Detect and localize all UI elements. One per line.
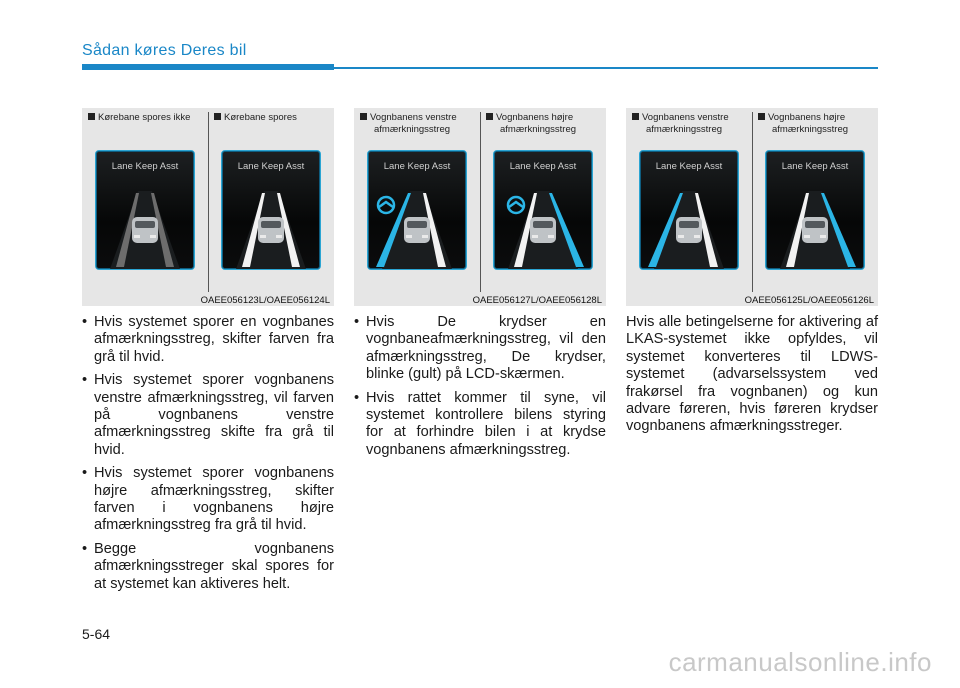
figure-panel-3 (626, 108, 878, 306)
text-column-2 (354, 314, 606, 465)
watermark: carmanualsonline.info (668, 647, 932, 677)
car-icon (132, 217, 158, 243)
lcd-screen-right-tracked (493, 150, 593, 270)
legend-right (214, 112, 336, 124)
figure-caption: OAEE056127L/OAEE056128L (472, 295, 602, 306)
panel-divider (752, 112, 753, 292)
screen-title: Lane Keep Asst (509, 161, 577, 172)
bullet-list (82, 314, 334, 593)
legend-text: Vognbanens venstre (370, 112, 457, 123)
legend-right (486, 112, 608, 136)
header-rule-thin (334, 67, 878, 69)
steering-wheel-icon (508, 197, 524, 213)
list-item: • Hvis De krydser en vognbaneafmærkningsstreg, vil den afmærkningsstreg, De krydser, blinke (gult) på LCD-skærmen. (354, 314, 606, 384)
screen-title: Lane Keep Asst (237, 161, 305, 172)
text-column-3 (626, 314, 878, 436)
square-bullet-icon (632, 113, 639, 120)
square-bullet-icon (758, 113, 765, 120)
legend-text: Vognbanens venstre (642, 112, 729, 123)
car-icon (258, 217, 284, 243)
screen-title: Lane Keep Asst (655, 161, 723, 172)
lcd-screen-tracked (221, 150, 321, 270)
car-icon (802, 217, 828, 243)
panel-divider (208, 112, 209, 292)
legend-text-cont: afmærkningsstreg (500, 124, 577, 135)
figure-caption: OAEE056125L/OAEE056126L (744, 295, 874, 306)
car-icon (676, 217, 702, 243)
lcd-screen-not-tracked (95, 150, 195, 270)
page-number: 5-64 (82, 626, 111, 642)
lcd-screen-left-tracked (367, 150, 467, 270)
legend-text: Vognbanens højre (768, 112, 846, 123)
legend-text: Kørebane spores ikke (98, 112, 191, 123)
legend-left (88, 112, 210, 124)
legend-text-cont: afmærkningsstreg (646, 124, 723, 135)
square-bullet-icon (214, 113, 221, 120)
legend-text-cont: afmærkningsstreg (772, 124, 849, 135)
legend-text: Kørebane spores (224, 112, 297, 123)
list-item: • Hvis systemet sporer en vognbanes afmærkningsstreg, skifter farven fra grå til hvid. (82, 314, 334, 366)
legend-text: Vognbanens højre (496, 112, 574, 123)
screen-title: Lane Keep Asst (781, 161, 849, 172)
list-item: • Hvis rattet kommer til syne, vil systemet kontrollere bilens styring for at forhindre bilen i at krydse vognbanens afmærkningsstreg. (354, 390, 606, 460)
car-icon (530, 217, 556, 243)
list-item: • Hvis systemet sporer vognbanens højre afmærkningsstreg, skifter farven i vognbanens højre afmærkningsstreg fra grå til hvid. (82, 465, 334, 535)
figure-panel-2 (354, 108, 606, 306)
car-icon (404, 217, 430, 243)
steering-wheel-icon (378, 197, 394, 213)
square-bullet-icon (486, 113, 493, 120)
screen-title: Lane Keep Asst (383, 161, 451, 172)
lcd-screen-right-line (765, 150, 865, 270)
bullet-list (354, 314, 606, 459)
legend-left (632, 112, 754, 136)
legend-text-cont: afmærkningsstreg (374, 124, 451, 135)
list-item: • Hvis systemet sporer vognbanens venstre afmærkningsstreg, vil farven på vognbanens venstre afmærkningsstreg skifte fra grå til hvid. (82, 372, 334, 459)
screen-title: Lane Keep Asst (111, 161, 179, 172)
figure-caption: OAEE056123L/OAEE056124L (200, 295, 330, 306)
list-item: • Begge vognbanens afmærkningsstreger skal spores for at systemet kan aktiveres helt. (82, 541, 334, 593)
legend-right (758, 112, 880, 136)
panel-divider (480, 112, 481, 292)
section-title: Sådan køres Deres bil (82, 42, 247, 59)
square-bullet-icon (88, 113, 95, 120)
legend-left (360, 112, 482, 136)
figure-panel-1 (82, 108, 334, 306)
header-rule-thick (82, 64, 334, 70)
paragraph: Hvis alle betingelserne for aktivering af LKAS-systemet ikke opfyldes, vil systemet konverteres til LDWS-systemet (advarselssystem ved frakørsel fra vognbanen) og kun advare føreren, hvis føreren krydser vognbanens afmærkningsstreger. (626, 314, 878, 435)
square-bullet-icon (360, 113, 367, 120)
text-column-1 (82, 314, 334, 599)
lcd-screen-left-line (639, 150, 739, 270)
